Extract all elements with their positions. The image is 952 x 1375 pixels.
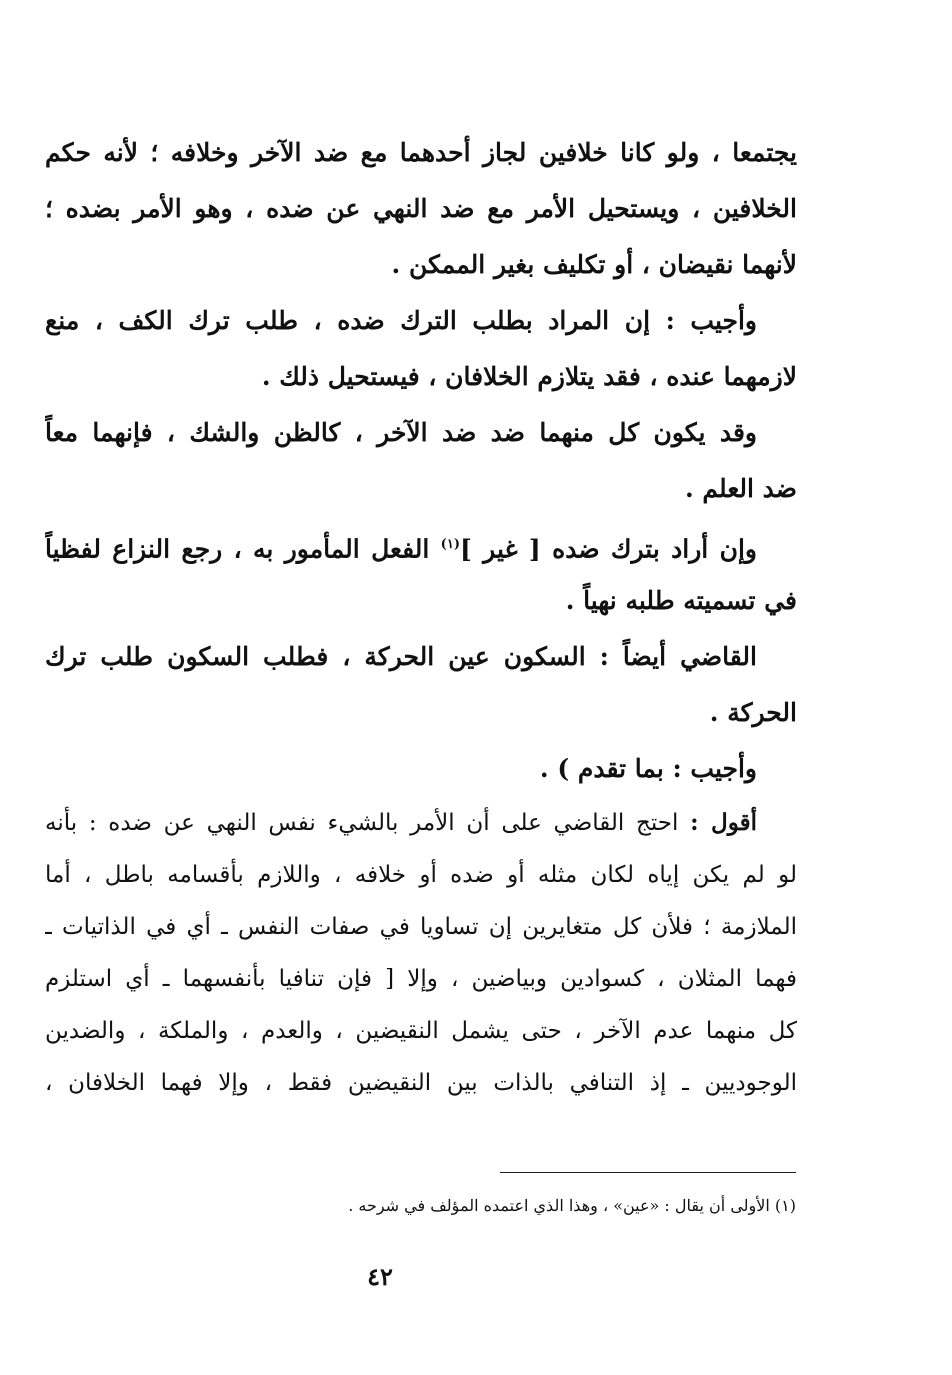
text-line-10: القاضي أيضاً : السكون عين الحركة ، فطلب السكون طلب ترك	[45, 642, 757, 671]
text-line-18: الوجوديين ـ إذ التنافي بالذات بين النقيضين فقط ، وإلا فهما الخلافان ،	[45, 1070, 797, 1096]
text-line-16: فهما المثلان ، كسوادين وبياضين ، وإلا [ فإن تنافيا بأنفسهما ـ أي استلزم	[45, 966, 797, 992]
text-line-3: لأنهما نقيضان ، أو تكليف بغير الممكن .	[391, 250, 797, 279]
text-line-9: في تسميته طلبه نهياً .	[565, 586, 797, 615]
text-line-6: وقد يكون كل منهما ضد ضد الآخر ، كالظن والشك ، فإنهما معاً	[45, 418, 757, 447]
text-line-8-rest: الفعل المأمور به ، رجع النزاع لفظياً	[45, 534, 430, 564]
text-line-1: يجتمعا ، ولو كانا خلافين لجاز أحدهما مع ضد الآخر وخلافه ؛ لأنه حكم	[45, 138, 797, 167]
text-line-17: كل منهما عدم الآخر ، حتى يشمل النقيضين ، والعدم ، والملكة ، والضدين	[45, 1018, 797, 1044]
main-text	[45, 125, 797, 1109]
text-line-2: الخلافين ، ويستحيل الأمر مع ضد النهي عن ضده ، وهو الأمر بضده ؛	[45, 194, 797, 223]
text-line-8	[45, 517, 797, 573]
text-line-13	[45, 797, 797, 849]
text-line-12: وأجيب : بما تقدم ) .	[539, 754, 757, 783]
text-line-4: وأجيب : إن المراد بطلب الترك ضده ، طلب ترك الكف ، منع	[45, 306, 757, 335]
footnote-reference: (١)	[440, 537, 460, 552]
text-line-14: لو لم يكن إياه لكان مثله أو ضده أو خلافه ، واللازم بأقسامه باطل ، أما	[45, 862, 797, 888]
text-line-11: الحركة .	[709, 698, 797, 727]
text-line-5: لازمهما عنده ، فقد يتلازم الخلافان ، فيستحيل ذلك .	[261, 362, 797, 391]
text-line-13-rest: احتج القاضي على أن الأمر بالشيء نفس النهي عن ضده : بأنه	[45, 810, 679, 836]
page-number: ٤٢	[367, 1262, 393, 1291]
text-line-8-prefix: وإن أراد بترك ضده [ غير ]	[459, 534, 757, 564]
footnote: (١) الأولى أن يقال : «عين» ، وهذا الذي اعتمده المؤلف في شرحه .	[348, 1196, 796, 1215]
aqulu-lead: أقول :	[690, 809, 757, 836]
text-line-7: ضد العلم .	[685, 474, 797, 503]
text-line-15: الملازمة ؛ فلأن كل متغايرين إن تساويا في صفات النفس ـ أي في الذاتيات ـ	[45, 914, 797, 940]
footnote-separator	[500, 1172, 796, 1173]
